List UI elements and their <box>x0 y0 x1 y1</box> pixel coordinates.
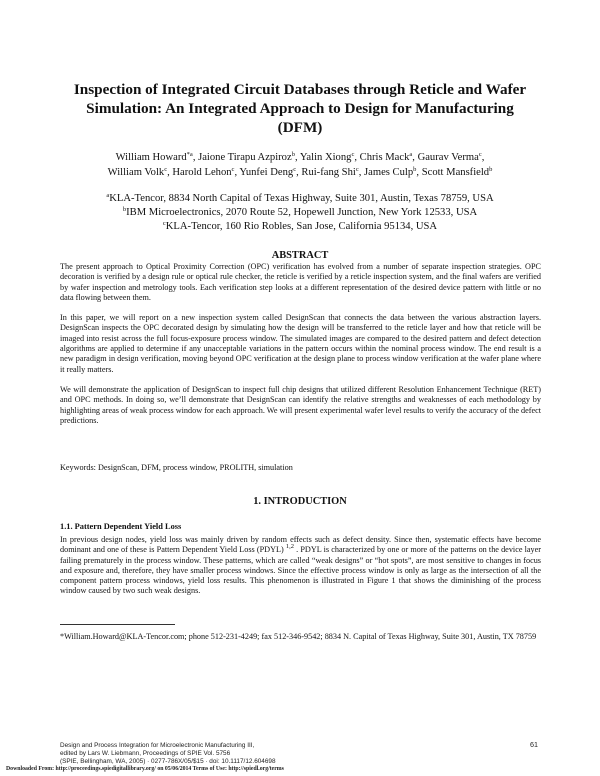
affiliation-c <box>40 220 560 234</box>
abstract-heading: ABSTRACT <box>271 250 329 261</box>
author-separator: , <box>167 167 173 178</box>
abstract-paragraph-2: In this paper, we will report on a new inspection system called DesignScan that connects the data between the various abstraction layers. DesignScan inspects the OPC decorated design by simulating how the design will be transferred to the reticle layer and how that reticle will be imaged into resist across the full focus-exposure process window. The simulated images are compared to the desired pattern and defect detection algorithms are applied to determine if any unacceptable variations in the pattern occurs within the nominal process window. The end result is a new paradigm in design verification, moving beyond OPC verification at the design plane to process window verification at the wafer plane where it really matters. <box>60 313 541 374</box>
author-line-2 <box>40 165 560 180</box>
author-name: Rui-fang Shi <box>301 167 356 178</box>
affil-text: IBM Microelectronics, 2070 Route 52, Hopewell Junction, New York 12533, USA <box>126 207 478 218</box>
author-name: William Howard <box>115 152 187 163</box>
author-affil-mark: c <box>164 166 168 173</box>
author-affil-mark: c <box>351 151 355 158</box>
section-heading: 1. INTRODUCTION <box>253 496 347 507</box>
author-separator: , <box>296 167 302 178</box>
footnote: *William.Howard@KLA-Tencor.com; phone 512-231-4249; fax 512-346-9542; 8834 N. Capital of Texas Highway, Suite 301, Austin, TX 78759 <box>60 632 537 641</box>
affil-text: KLA-Tencor, 8834 North Capital of Texas Highway, Suite 301, Austin, Texas 78759, USA <box>109 193 494 204</box>
page-number: 61 <box>530 740 538 749</box>
author-line-1 <box>40 150 560 165</box>
footnote-rule <box>60 624 175 625</box>
author-affil-mark: c <box>478 151 482 158</box>
keywords: Keywords: DesignScan, DFM, process window, PROLITH, simulation <box>60 463 293 472</box>
author-separator: , <box>192 152 199 163</box>
abstract-paragraph-3: We will demonstrate the application of DesignScan to inspect full chip designs that utilized different Resolution Enhancement Technique (RET) and OPC methods. In doing so, we’ll demonstrate that DesignScan can identify the relative strengths and weaknesses of each methodology by highlighting areas of weak process window for each approach. We will present experimental wafer level results to verify the accuracy of the defect predictions. <box>60 384 541 425</box>
subsection-heading: 1.1. Pattern Dependent Yield Loss <box>60 522 182 531</box>
paper-title <box>40 80 560 137</box>
author-separator: , <box>412 152 418 163</box>
proceedings-line-3: (SPIE, Bellingham, WA, 2005) · 0277-786X/05/$15 · doi: 10.1117/12.604698 <box>60 758 276 765</box>
author-name: Chris Mack <box>359 152 410 163</box>
author-affil-mark: b <box>489 166 493 173</box>
author-name: Harold Lehon <box>172 167 232 178</box>
author-name: Yunfei Deng <box>239 167 294 178</box>
title-line-2: Simulation: An Integrated Approach to Design for Manufacturing <box>86 100 514 117</box>
author-list <box>40 150 560 180</box>
author-name: James Culp <box>364 167 414 178</box>
affil-mark: a <box>106 192 110 199</box>
author-affil-mark: c <box>355 166 359 173</box>
author-separator: , <box>354 152 360 163</box>
affiliation-b <box>40 206 560 220</box>
abstract-paragraph-1: The present approach to Optical Proximity Correction (OPC) verification has evolved from a number of separate inspection strategies. OPC decoration is verified by a design rule or optical rule checker, the reticle is verified by a reticle inspection system, and the final wafers are verified by wafer inspection and metrology tools. Each verification step looks at a different representation of the desired device pattern with little or no data flowing between them. <box>60 262 541 302</box>
proceedings-line-2: edited by Lars W. Liebmann, Proceedings of SPIE Vol. 5756 <box>60 750 231 757</box>
author-name: William Volk <box>107 167 165 178</box>
abstract-body <box>60 262 541 436</box>
intro-text-start: In previous design nodes, yield loss was mainly driven by random effects such as defect density. Since then, systematic effects have become dominant and one of these is Pattern Dependent Yield Loss (PDYL) <box>60 535 541 555</box>
citation-ref: 1,2 <box>285 543 294 551</box>
author-affil-mark: b <box>291 151 295 158</box>
affil-mark: b <box>122 206 127 213</box>
affil-text: KLA-Tencor, 160 Rio Robles, San Jose, California 95134, USA <box>165 221 438 232</box>
title-line-3: (DFM) <box>277 119 323 136</box>
author-affil-mark: c <box>293 166 297 173</box>
author-affil-mark: c <box>231 166 235 173</box>
intro-text-end: . PDYL is characterized by one or more of the patterns on the device layer failing prematurely in the process window. These patterns, which are called “weak designs” or “hot spots”, are most sensitive to changes in focus and exposure and, therefore, they have smaller process windows. Since the effective process window is only as large as the intersection of all the component pattern process windows, yield loss results. This phenomenon is illustrated in Figure 1 that shows the diminishing of the process window caused by two such weak designs. <box>60 545 541 596</box>
proceedings-line-1: Design and Process Integration for Microelectronic Manufacturing III, <box>60 742 255 749</box>
author-name: Gaurav Verma <box>417 152 479 163</box>
author-separator: , <box>358 167 365 178</box>
intro-paragraph <box>60 535 541 597</box>
title-line-1: Inspection of Integrated Circuit Databases through Reticle and Wafer <box>73 81 527 98</box>
download-note: Downloaded From: http://proceedings.spiedigitallibrary.org/ on 05/06/2014 Terms of Use: http://spiedl.org/terms <box>6 766 284 772</box>
affiliation-a <box>40 192 560 206</box>
author-name: Scott Mansfield <box>421 167 490 178</box>
author-separator: , <box>416 167 422 178</box>
author-name: Yalin Xiong <box>299 152 352 163</box>
proceedings-info <box>60 742 276 766</box>
author-separator: , <box>234 167 240 178</box>
author-name: Jaione Tirapu Azpiroz <box>198 152 292 163</box>
author-separator: , <box>294 152 300 163</box>
author-affil-mark: *a <box>186 151 193 158</box>
affil-mark: c <box>162 220 166 227</box>
author-affil-mark: a <box>409 151 413 158</box>
author-separator: , <box>481 152 485 163</box>
affiliation-list <box>40 192 560 234</box>
author-affil-mark: b <box>413 166 417 173</box>
